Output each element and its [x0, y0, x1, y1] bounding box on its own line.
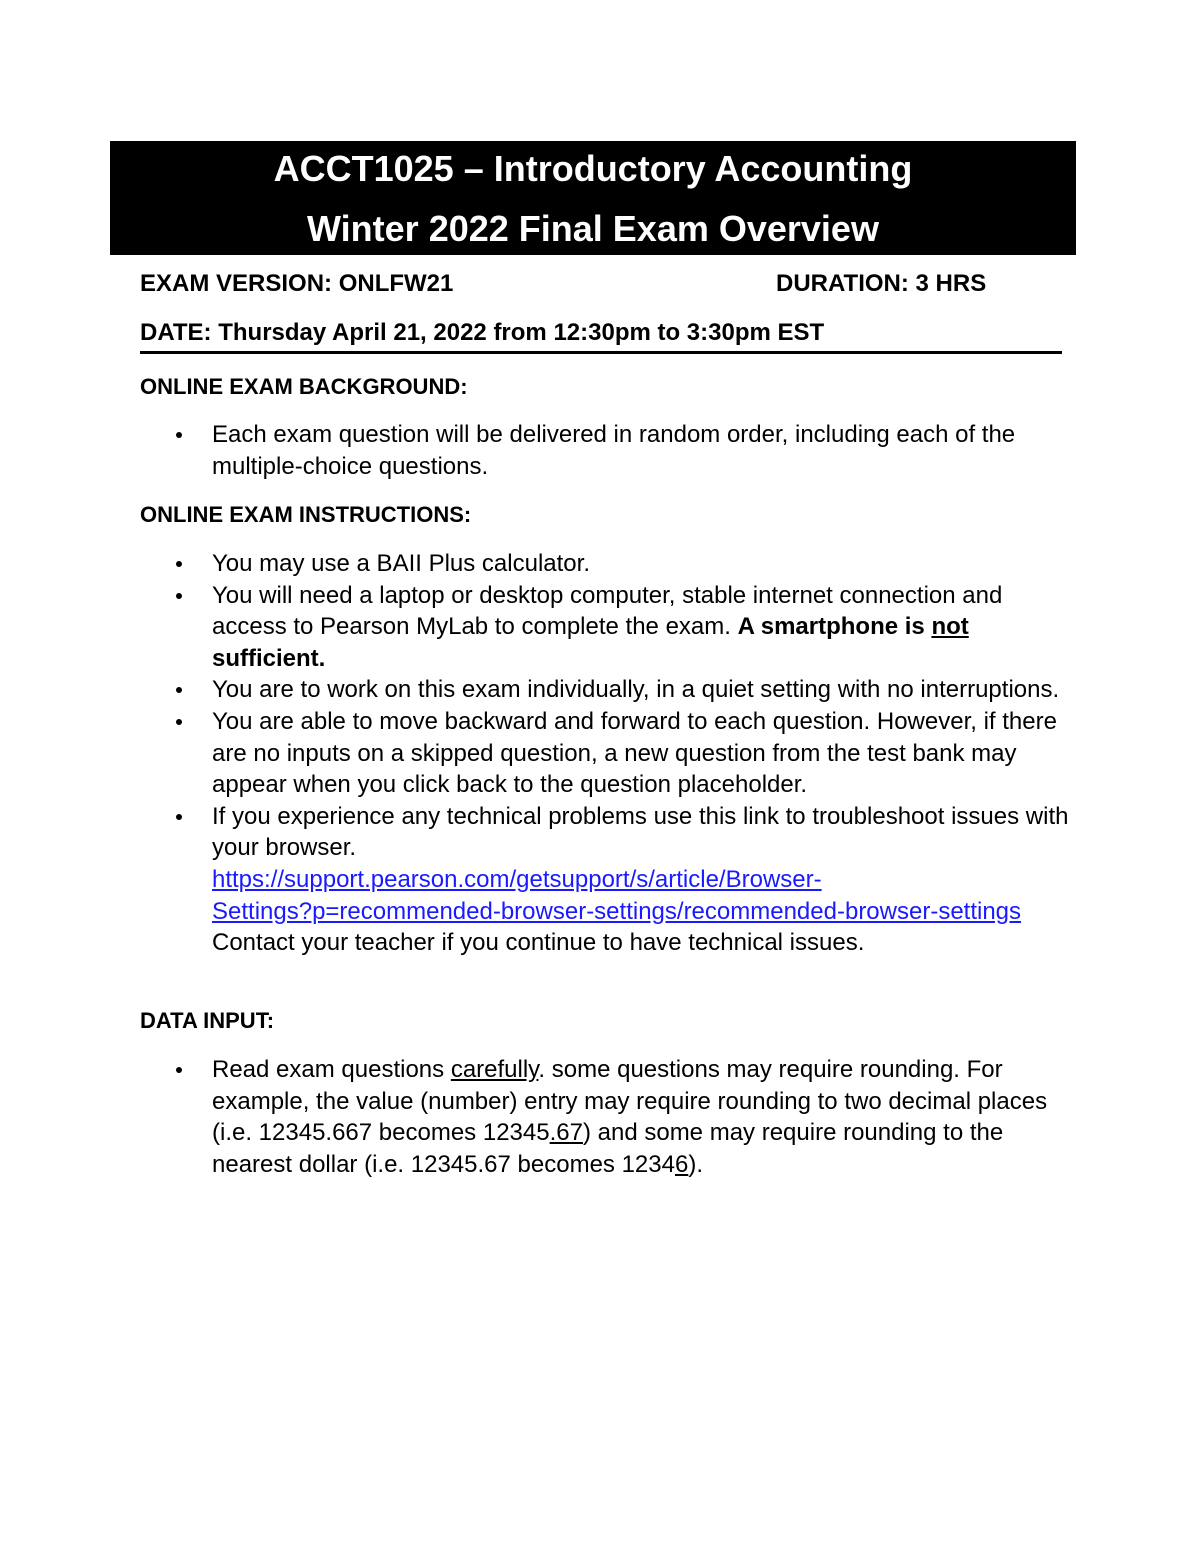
- list-item-text: You may use a BAII Plus calculator.: [212, 550, 590, 577]
- bullet-icon: [176, 593, 182, 599]
- instructions-list: [140, 548, 1080, 959]
- list-item: [140, 706, 1080, 801]
- divider: [140, 351, 1062, 354]
- support-link-line2[interactable]: Settings?p=recommended-browser-settings/recommended-browser-settings: [212, 897, 1022, 925]
- background-heading: ONLINE EXAM BACKGROUND:: [140, 374, 468, 399]
- list-item-text: You will need a laptop or desktop computer, stable internet connection and access to Pearson MyLab to complete the exam.: [212, 581, 1003, 641]
- bullet-icon: [176, 1067, 182, 1073]
- list-item: [140, 548, 1080, 580]
- data-input-list: [140, 1054, 1080, 1180]
- list-item: [140, 674, 1080, 706]
- bullet-icon: [176, 814, 182, 820]
- list-item-text: ).: [688, 1150, 704, 1178]
- list-item: [140, 1054, 1080, 1180]
- background-list: [140, 419, 1080, 482]
- list-item-text: You are to work on this exam individually, in a quiet setting with no interruptions.: [212, 676, 1060, 704]
- list-item-text: ) and some may require rounding to the nearest dollar (i.e. 12345.67 becomes 1234: [212, 1119, 1004, 1178]
- list-item: [140, 580, 1080, 675]
- bullet-icon: [176, 432, 182, 438]
- contact-text: Contact your teacher if you continue to have technical issues.: [212, 929, 865, 957]
- bullet-icon: [176, 687, 182, 693]
- bullet-icon: [176, 719, 182, 725]
- list-item: [140, 419, 1080, 482]
- support-link[interactable]: [212, 864, 1080, 927]
- title-banner: [110, 141, 1076, 255]
- underline-text: carefully: [450, 1056, 539, 1083]
- exam-duration: DURATION: 3 HRS: [776, 270, 987, 297]
- bullet-icon: [176, 561, 182, 567]
- support-link-line1[interactable]: https://support.pearson.com/getsupport/s/article/Browser-: [212, 865, 822, 893]
- list-item-text: You are able to move backward and forward to each question. However, if there are no inputs on a skipped question, a new question from the test bank may appear when you click back to the question placeholder.: [212, 707, 1057, 799]
- exam-version: EXAM VERSION: ONLFW21: [140, 270, 454, 297]
- emphasis-text: sufficient.: [212, 644, 326, 672]
- list-item: [140, 801, 1080, 959]
- exam-date: DATE: Thursday April 21, 2022 from 12:30pm to 3:30pm EST: [140, 319, 825, 346]
- list-item-text: Read exam questions: [212, 1056, 451, 1083]
- instructions-heading: ONLINE EXAM INSTRUCTIONS:: [140, 502, 472, 527]
- list-item-text: Each exam question will be delivered in random order, including each of the multiple-choice questions.: [212, 421, 1016, 480]
- list-item-text: . some questions may require rounding. For example, the value (number) entry may require rounding to two decimal places (i.e. 12345.667 becomes 12345: [212, 1056, 1048, 1147]
- list-item-text: If you experience any technical problems use this link to troubleshoot issues with your browser.: [212, 802, 1069, 862]
- page-title: ACCT1025 – Introductory Accounting: [273, 148, 913, 189]
- underline-text: 6: [674, 1150, 689, 1178]
- page-subtitle: Winter 2022 Final Exam Overview: [307, 208, 879, 249]
- data-input-heading: DATA INPUT:: [140, 1008, 275, 1033]
- underline-text: .67: [549, 1119, 583, 1147]
- emphasis-underline-text: not: [931, 613, 969, 641]
- emphasis-text: A smartphone is: [737, 613, 932, 641]
